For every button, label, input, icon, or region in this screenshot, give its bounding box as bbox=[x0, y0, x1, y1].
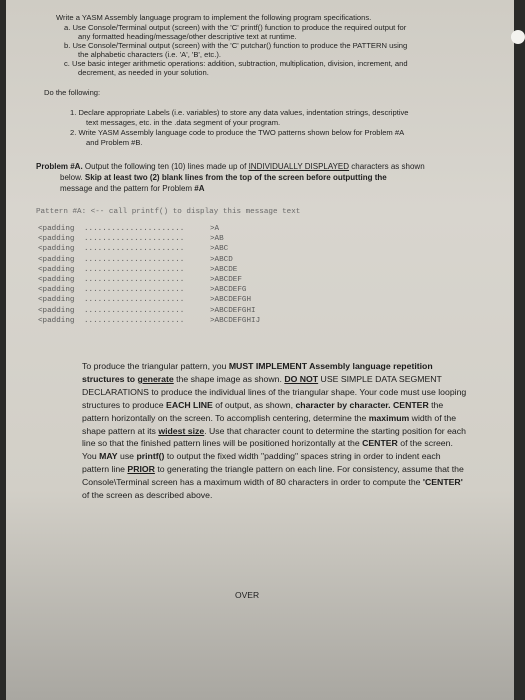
para-text: the shape image as shown. bbox=[173, 373, 285, 384]
para-text: To produce the triangular pattern, you bbox=[82, 361, 229, 371]
padding-label: <padding bbox=[38, 316, 75, 325]
spec-a-line1: a. Use Console/Terminal output (screen) with the 'C' printf() function to produce the required output for bbox=[64, 23, 407, 32]
padding-row bbox=[38, 255, 233, 265]
pattern-letters: >ABCDEFGH bbox=[210, 296, 252, 305]
padding-dots: ...................... bbox=[84, 245, 185, 254]
para-text: of the screen as described above. bbox=[82, 490, 213, 501]
spec-b-line2: the alphabetic characters (i.e. 'A', 'B', etc.). bbox=[78, 50, 221, 59]
pattern-letters: >AB bbox=[210, 235, 224, 244]
padding-row bbox=[38, 234, 224, 244]
step-1-line2: text messages, etc. in the .data segment of your program. bbox=[86, 118, 281, 127]
para-text: the pattern horizontally on the screen. To accomplish centering, determine the bbox=[82, 399, 444, 423]
padding-label: <padding bbox=[38, 286, 75, 295]
para-bold: 'CENTER' bbox=[422, 477, 463, 488]
para-text: . Use that character count to determine the starting position for each line so that the finished pattern lines will be positioned horizontally at the bbox=[82, 425, 466, 449]
padding-dots: ...................... bbox=[84, 296, 185, 305]
padding-row bbox=[38, 244, 229, 254]
problem-a-bold-2: Skip at least two (2) blank lines from the top of the screen before outputting the bbox=[84, 173, 387, 182]
padding-dots: ...................... bbox=[84, 316, 185, 325]
pattern-letters: >ABCDEF bbox=[210, 275, 242, 284]
padding-row bbox=[38, 224, 220, 234]
padding-label: <padding bbox=[38, 225, 75, 233]
problem-a-text-2: below. bbox=[60, 173, 85, 182]
padding-dots: ...................... bbox=[84, 275, 185, 284]
spec-c-line2: decrement, as needed in your solution. bbox=[78, 68, 209, 77]
problem-a-heading: Problem #A. bbox=[36, 162, 83, 171]
padding-dots: ...................... bbox=[84, 265, 185, 274]
step-1-line1: 1. Declare appropriate Labels (i.e. variables) to store any data values, indentation strings, descriptive bbox=[70, 108, 409, 117]
padding-row bbox=[38, 285, 247, 295]
para-text: to generating the triangle pattern on each line. For consistency, assume that the Console\Terminal screen has a maximum width of 80 characters in order to compute the bbox=[82, 464, 464, 488]
padding-row bbox=[38, 316, 261, 326]
para-bold: printf() bbox=[136, 451, 165, 462]
padding-label: <padding bbox=[38, 306, 75, 315]
padding-label: <padding bbox=[38, 255, 75, 264]
para-bold-underlined: generate bbox=[137, 373, 174, 384]
padding-label: <padding bbox=[38, 245, 75, 254]
para-text: of the screen. You bbox=[82, 438, 453, 462]
para-bold: character by character. CENTER bbox=[295, 399, 429, 410]
problem-a-bold-3: #A bbox=[194, 184, 205, 193]
problem-a-text-end: characters as shown bbox=[349, 162, 425, 171]
pattern-letters: >ABCD bbox=[210, 255, 233, 264]
instructions-paragraph bbox=[82, 360, 467, 502]
padding-label: <padding bbox=[38, 235, 75, 244]
para-bold: CENTER bbox=[362, 438, 398, 449]
padding-pattern bbox=[38, 224, 261, 326]
para-text: USE SIMPLE DATA SEGMENT DECLARATIONS to produce the individual lines of the triangular shape. Your code must use looping structures to produce bbox=[82, 373, 467, 410]
document-page bbox=[6, 0, 514, 700]
page-hole bbox=[511, 30, 525, 44]
para-text: use bbox=[117, 451, 137, 462]
pattern-letters: >ABCDEFG bbox=[210, 286, 247, 295]
intro-line: Write a YASM Assembly language program to implement the following program specifications. bbox=[56, 13, 372, 22]
padding-label: <padding bbox=[38, 296, 75, 305]
spec-a-line2: any formatted heading/message/other descriptive text at runtime. bbox=[78, 32, 297, 41]
pattern-letters: >ABCDEFGHIJ bbox=[210, 316, 261, 325]
padding-dots: ...................... bbox=[84, 286, 185, 295]
padding-row bbox=[38, 275, 242, 285]
padding-dots: ...................... bbox=[84, 225, 185, 233]
spec-c-line1: c. Use basic integer arithmetic operations: addition, subtraction, multiplication, division, increment, and bbox=[64, 59, 408, 68]
pattern-letters: >ABC bbox=[210, 245, 229, 254]
pattern-letters: >ABCDE bbox=[210, 265, 238, 274]
para-text: of output, as shown, bbox=[212, 399, 296, 410]
para-text: to output the fixed width "padding" spaces string in order to indent each pattern line bbox=[82, 451, 441, 475]
para-text: width of the shape pattern at its bbox=[82, 412, 457, 436]
para-bold-underlined: widest size bbox=[158, 425, 205, 436]
spec-b-line1: b. Use Console/Terminal output (screen) with the 'C' putchar() function to produce the PATTERN using bbox=[64, 41, 408, 50]
para-bold-underlined: PRIOR bbox=[127, 464, 155, 475]
step-2-line1: 2. Write YASM Assembly language code to produce the TWO patterns shown below for Problem #A bbox=[70, 128, 405, 137]
padding-row bbox=[38, 295, 252, 305]
problem-a-line3 bbox=[60, 184, 205, 194]
over-label: OVER bbox=[235, 590, 260, 600]
padding-label: <padding bbox=[38, 275, 75, 284]
para-bold-underlined: DO NOT bbox=[284, 373, 319, 384]
para-bold: MUST IMPLEMENT Assembly language repetition structures to bbox=[82, 361, 433, 384]
padding-dots: ...................... bbox=[84, 306, 185, 315]
para-bold: EACH LINE bbox=[166, 399, 213, 410]
pattern-letters: >A bbox=[210, 225, 220, 233]
problem-a-line1 bbox=[36, 162, 425, 172]
padding-row bbox=[38, 306, 256, 316]
do-the-following: Do the following: bbox=[44, 88, 101, 97]
problem-a-underlined: INDIVIDUALLY DISPLAYED bbox=[248, 162, 350, 171]
pattern-a-message: Pattern #A: <-- call printf() to display this message text bbox=[36, 208, 301, 216]
problem-a-line2 bbox=[60, 173, 387, 183]
padding-dots: ...................... bbox=[84, 235, 185, 244]
pattern-letters: >ABCDEFGHI bbox=[210, 306, 256, 315]
step-2-line2: and Problem #B. bbox=[86, 138, 143, 147]
padding-dots: ...................... bbox=[84, 255, 185, 264]
para-bold: MAY bbox=[99, 451, 118, 462]
para-bold: maximum bbox=[368, 412, 410, 423]
padding-label: <padding bbox=[38, 265, 75, 274]
problem-a-text-3: message and the pattern for Problem bbox=[60, 184, 195, 193]
padding-row bbox=[38, 265, 238, 275]
problem-a-text: Output the following ten (10) lines made up of bbox=[82, 162, 249, 171]
